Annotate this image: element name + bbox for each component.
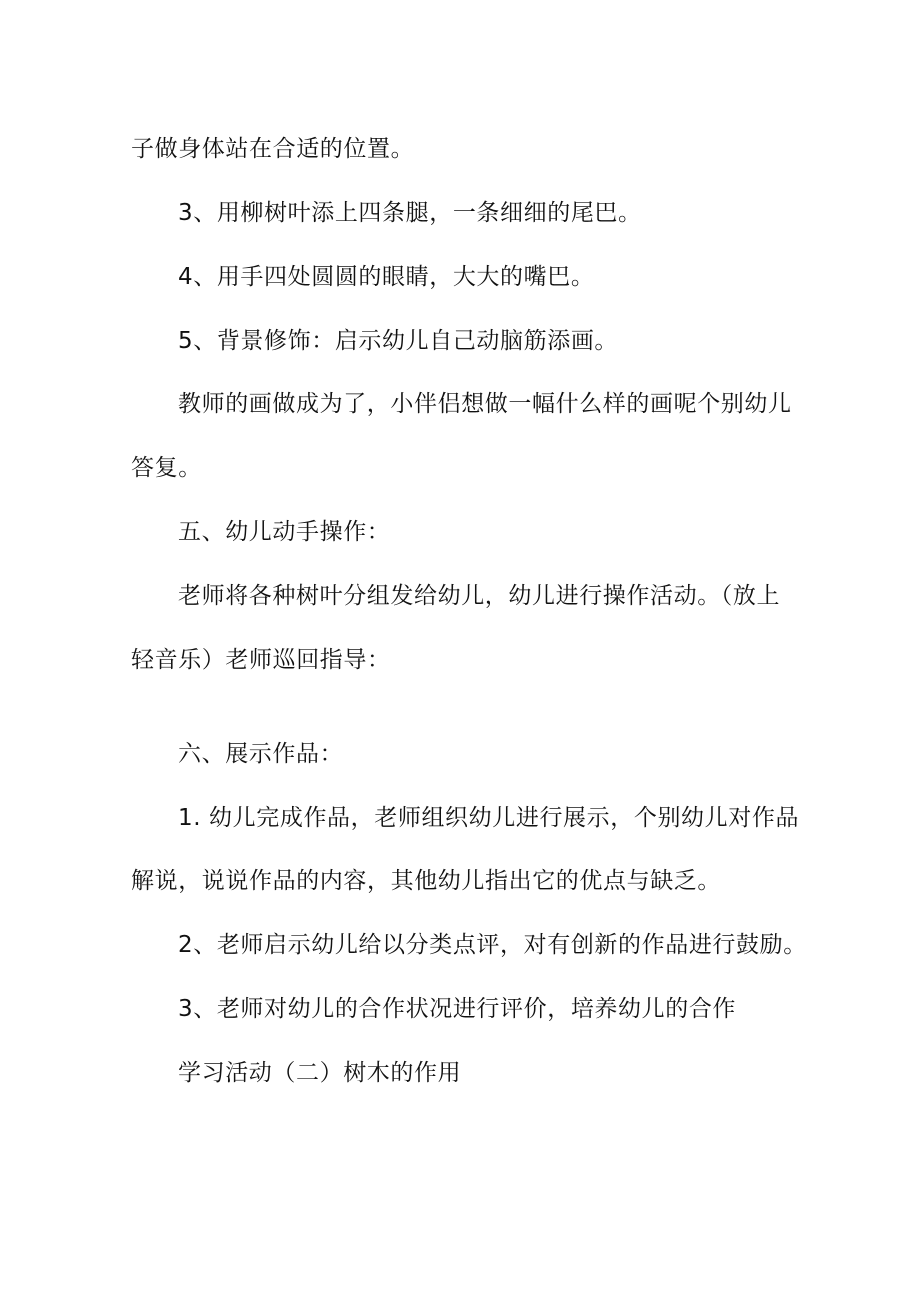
paragraph-line: 轻音乐）老师巡回指导：	[131, 647, 391, 673]
paragraph-line: 解说，说说作品的内容，其他幼儿指出它的优点与缺乏。	[131, 868, 721, 894]
paragraph-line: 3、用柳树叶添上四条腿，一条细细的尾巴。	[178, 200, 642, 226]
paragraph-line: 1. 幼儿完成作品，老师组织幼儿进行展示，个别幼儿对作品	[178, 805, 800, 831]
paragraph-line: 4、用手四处圆圆的眼睛，大大的嘴巴。	[178, 264, 595, 290]
paragraph-line: 教师的画做成为了，小伴侣想做一幅什么样的画呢个别幼儿	[178, 391, 792, 417]
paragraph-line: 答复。	[131, 455, 202, 481]
paragraph-line: 3、老师对幼儿的合作状况进行评价，培养幼儿的合作	[178, 996, 737, 1022]
section-heading: 学习活动（二）树木的作用	[178, 1060, 462, 1086]
section-heading: 六、展示作品：	[178, 741, 344, 767]
paragraph-line: 老师将各种树叶分组发给幼儿，幼儿进行操作活动。（放上	[178, 583, 781, 609]
paragraph-line: 2、老师启示幼儿给以分类点评，对有创新的作品进行鼓励。	[178, 932, 807, 958]
section-heading: 五、幼儿动手操作：	[178, 519, 391, 545]
paragraph-line: 5、背景修饰：启示幼儿自己动脑筋添画。	[178, 328, 619, 354]
paragraph-line: 子做身体站在合适的位置。	[131, 136, 415, 162]
